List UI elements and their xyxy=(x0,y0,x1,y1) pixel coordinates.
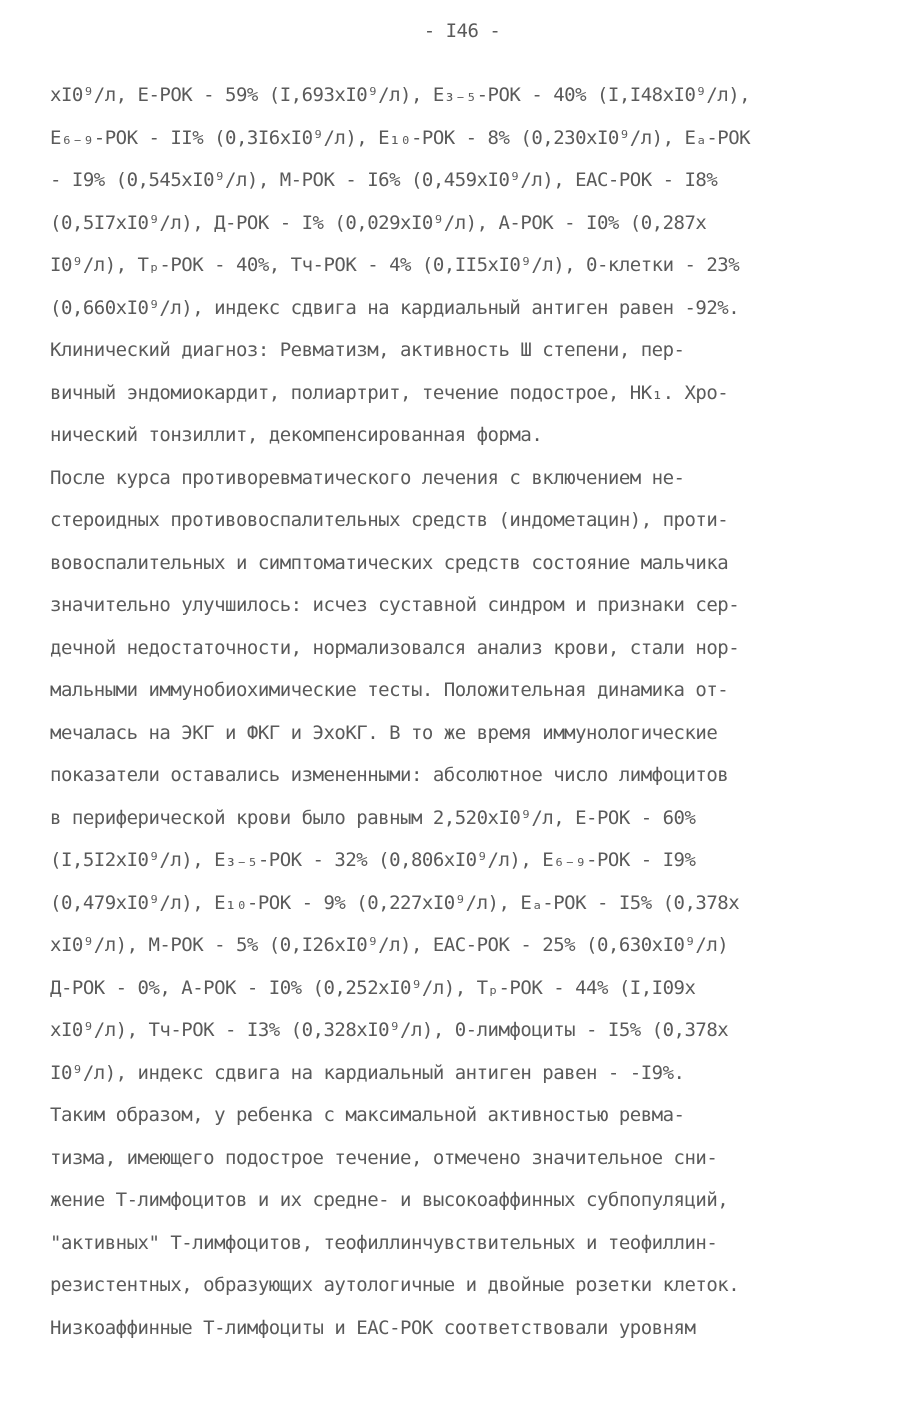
text-line: I0⁹/л), Тₚ-РОК - 40%, Тч-РОК - 4% (0,II5xI0⁹/л), 0-клетки - 23% xyxy=(50,254,740,276)
text-line: мальными иммунобиохимические тесты. Положительная динамика от- xyxy=(50,679,729,701)
text-line: xI0⁹/л), Тч-РОК - I3% (0,328xI0⁹/л), 0-лимфоциты - I5% (0,378x xyxy=(50,1019,729,1041)
body-text xyxy=(50,74,880,1349)
text-line: (0,660xI0⁹/л), индекс сдвига на кардиальный антиген равен -92%. xyxy=(50,296,740,319)
text-line: "активных" Т-лимфоцитов, теофиллинчувствительных и теофиллин- xyxy=(50,1231,718,1254)
text-line: - I9% (0,545xI0⁹/л), М-РОК - I6% (0,459xI0⁹/л), ЕАС-РОК - I8% xyxy=(50,169,718,191)
text-line: вовоспалительных и симптоматических средств состояние мальчика xyxy=(50,551,729,574)
text-line: (0,479xI0⁹/л), Е₁₀-РОК - 9% (0,227xI0⁹/л), Еₐ-РОК - I5% (0,378x xyxy=(50,891,740,914)
text-line: в периферической крови было равным 2,520xI0⁹/л, Е-РОК - 60% xyxy=(50,806,696,829)
text-line: xI0⁹/л), М-РОК - 5% (0,I26xI0⁹/л), ЕАС-РОК - 25% (0,630xI0⁹/л) xyxy=(50,934,729,956)
text-line: нический тонзиллит, декомпенсированная форма. xyxy=(50,424,543,446)
page-number: - I46 - xyxy=(423,20,501,42)
text-line: (0,5I7xI0⁹/л), Д-РОК - I% (0,029xI0⁹/л), А-РОК - I0% (0,287x xyxy=(50,211,707,234)
text-line: Клинический диагноз: Ревматизм, активность Ш степени, пер- xyxy=(50,339,685,361)
text-line: дечной недостаточности, нормализовался анализ крови, стали нор- xyxy=(50,636,740,659)
text-line: (I,5I2xI0⁹/л), Е₃₋₅-РОК - 32% (0,806xI0⁹/л), Е₆₋₉-РОК - I9% xyxy=(50,849,696,871)
text-line: значительно улучшилось: исчез суставной синдром и признаки сер- xyxy=(50,594,740,616)
text-line: Низкоаффинные Т-лимфоциты и ЕАС-РОК соответствовали уровням xyxy=(50,1316,696,1339)
text-line: вичный эндомиокардит, полиартрит, течение подострое, НК₁. Хро- xyxy=(50,381,729,404)
text-line: После курса противоревматического лечения с включением не- xyxy=(50,466,685,489)
text-line: I0⁹/л), индекс сдвига на кардиальный антиген равен - -I9%. xyxy=(50,1061,685,1084)
text-line: показатели оставались измененными: абсолютное число лимфоцитов xyxy=(50,764,729,786)
text-line: Таким образом, у ребенка с максимальной активностью ревма- xyxy=(50,1104,685,1126)
text-line: Е₆₋₉-РОК - II% (0,3I6xI0⁹/л), Е₁₀-РОК - 8% (0,230xI0⁹/л), Еₐ-РОК xyxy=(50,126,751,149)
text-line: резистентных, образующих аутологичные и двойные розетки клеток. xyxy=(50,1274,740,1296)
text-line: Д-РОК - 0%, А-РОК - I0% (0,252xI0⁹/л), Тₚ-РОК - 44% (I,I09x xyxy=(50,976,696,999)
text-line: стероидных противовоспалительных средств (индометацин), проти- xyxy=(50,509,729,531)
text-line: xI0⁹/л, Е-РОК - 59% (I,693xI0⁹/л), Е₃₋₅-РОК - 40% (I,I48xI0⁹/л), xyxy=(50,84,751,106)
text-line: тизма, имеющего подострое течение, отмечено значительное сни- xyxy=(50,1146,718,1169)
text-line: мечалась на ЭКГ и ФКГ и ЭхоКГ. В то же время иммунологические xyxy=(50,721,718,744)
text-line: жение Т-лимфоцитов и их средне- и высокоаффинных субпопуляций, xyxy=(50,1189,729,1211)
